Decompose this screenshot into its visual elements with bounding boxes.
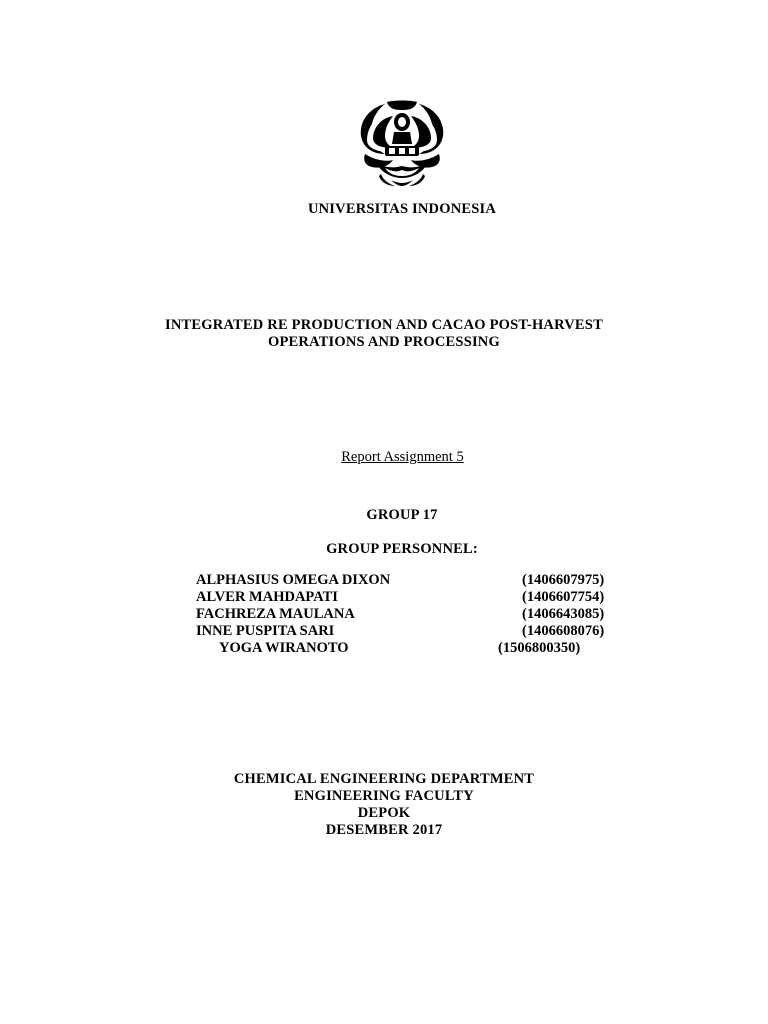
member-name: INNE PUSPITA SARI [196, 623, 335, 639]
member-name: ALVER MAHDAPATI [196, 589, 338, 605]
university-makara-logo-icon [355, 100, 449, 188]
member-id: (1406608076) [522, 623, 605, 639]
report-assignment-label: Report Assignment 5 [341, 449, 464, 465]
document-date: DESEMBER 2017 [325, 822, 443, 838]
member-id: (1406607975) [522, 572, 605, 588]
member-id: (1406643085) [522, 606, 605, 622]
member-id: (1506800350) [498, 640, 581, 656]
department-name: CHEMICAL ENGINEERING DEPARTMENT [233, 771, 535, 787]
group-label: GROUP 17 [366, 507, 438, 523]
faculty-name: ENGINEERING FACULTY [294, 788, 474, 804]
title-line-1: INTEGRATED RE PRODUCTION AND CACAO POST-HARVEST [165, 317, 603, 333]
group-personnel-heading: GROUP PERSONNEL: [326, 541, 478, 557]
title-line-2: OPERATIONS AND PROCESSING [268, 334, 500, 350]
member-name: ALPHASIUS OMEGA DIXON [196, 572, 391, 588]
member-id: (1406607754) [522, 589, 605, 605]
university-name: UNIVERSITAS INDONESIA [307, 201, 497, 217]
member-name: YOGA WIRANOTO [219, 640, 349, 656]
city-name: DEPOK [357, 805, 411, 821]
member-name: FACHREZA MAULANA [196, 606, 355, 622]
